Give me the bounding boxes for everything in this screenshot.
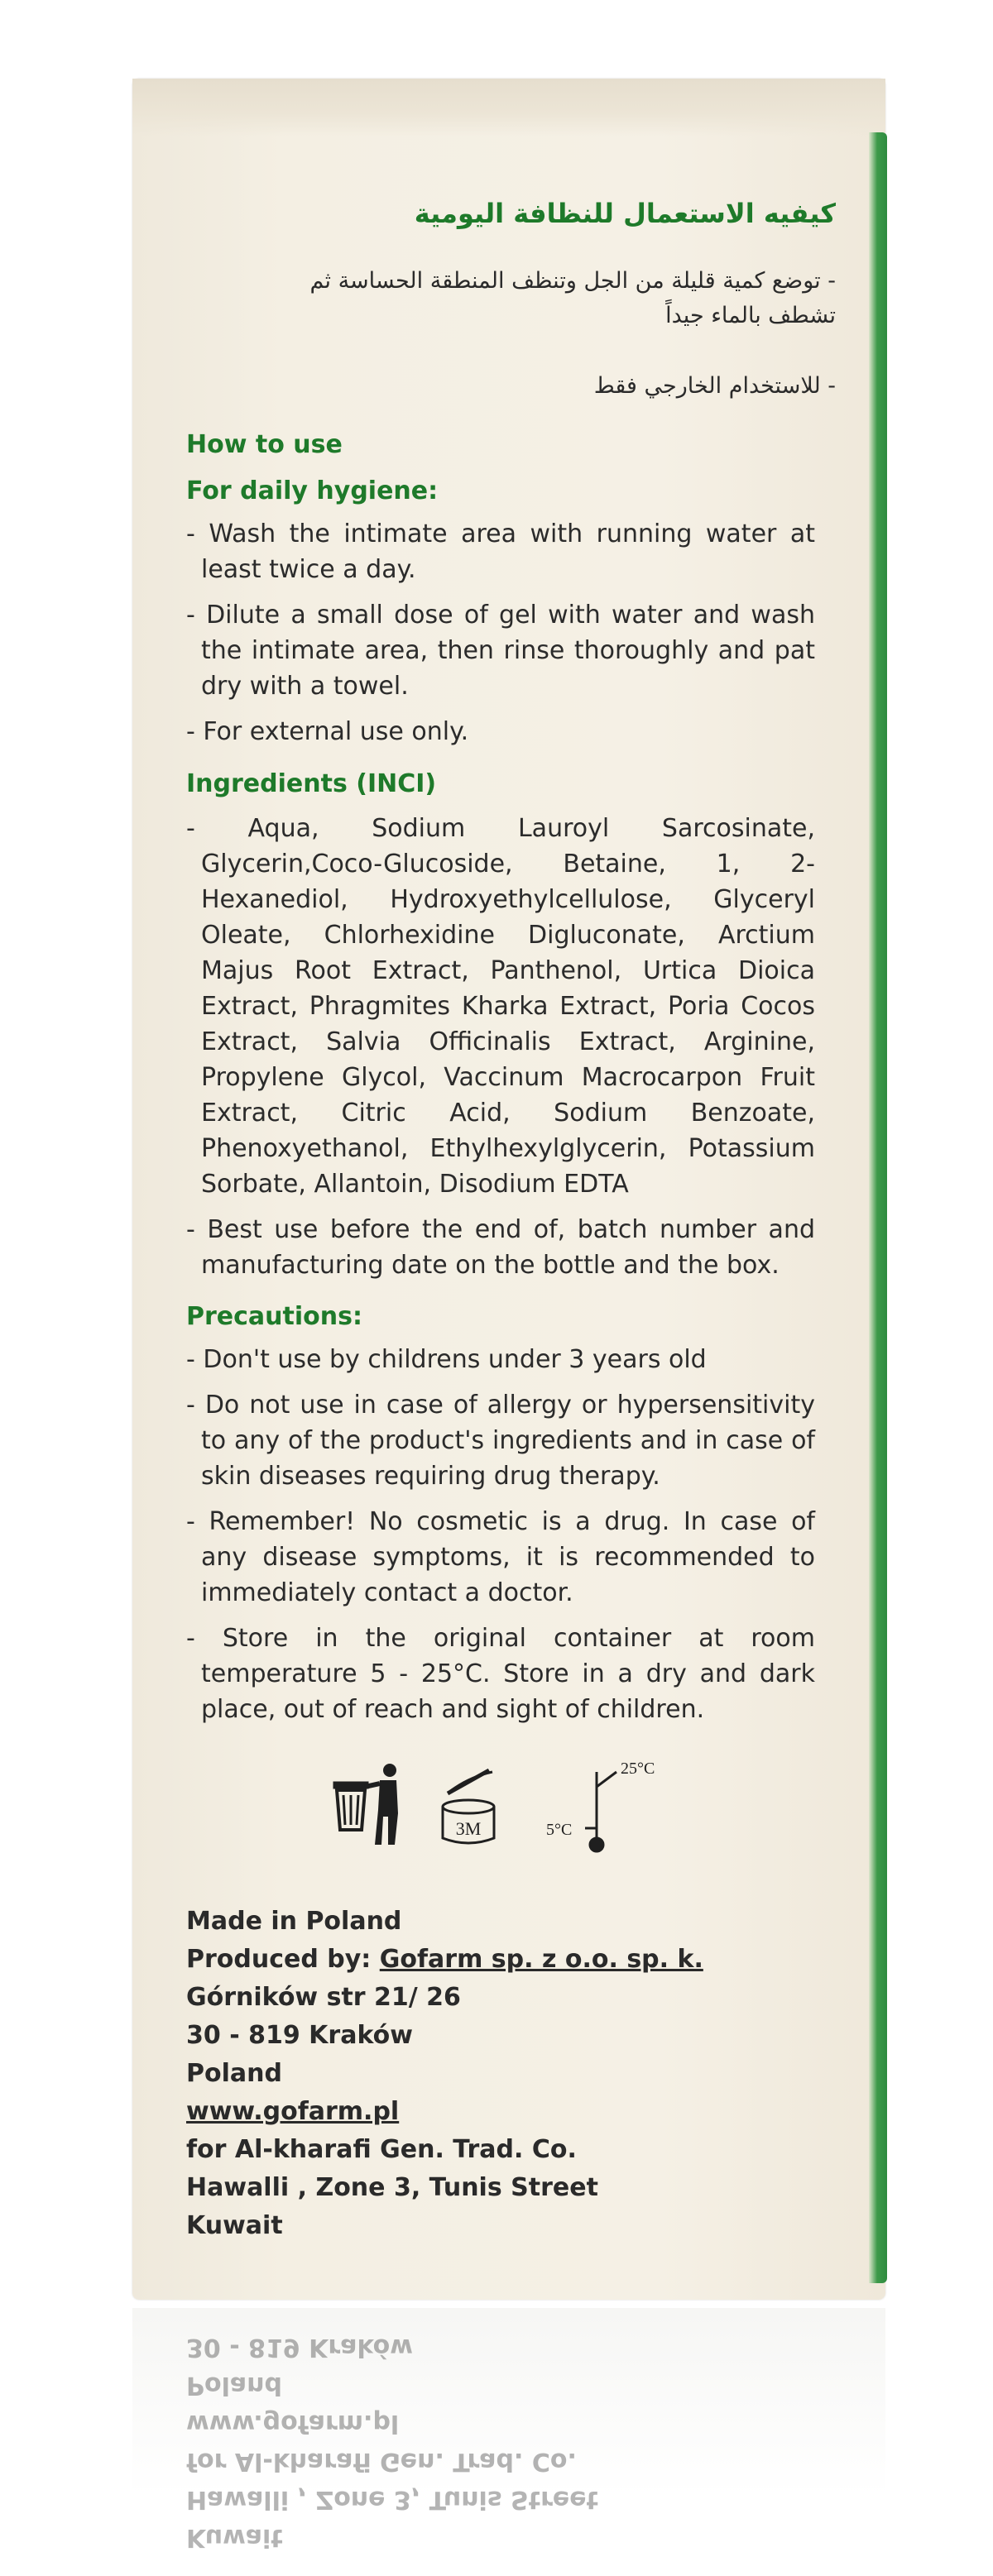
- street-line: Górników str 21/ 26: [186, 1983, 461, 2012]
- best-use-note: - Best use before the end of, batch number and manufacturing date on the bottle and the box.: [186, 1215, 815, 1280]
- arabic-line-2: تشطف بالماء جيداً: [665, 303, 836, 328]
- temp-high-label: 25°C: [621, 1762, 655, 1778]
- how-to-use-item: - For external use only.: [186, 717, 469, 746]
- made-in-line: Made in Poland: [186, 1907, 402, 1936]
- pao-label: 3M: [455, 1818, 482, 1839]
- address-block: [186, 1903, 815, 2245]
- ingredients-list: - Aqua, Sodium Lauroyl Sarcosinate, Glycerin,Coco-Glucoside, Betaine, 1, 2-Hexanediol, Hydroxyethylcellulose, Glyceryl Oleate, Chlorhexidine Digluconate, Arctium Majus Root Extract, Panthenol, Urtica Dioica Extract, Phragmites Kharka Extract, Poria Cocos Extract, Salvia Officinalis Extract, Arginine, Propylene Glycol, Vaccinum Macrocarpon Fruit Extract, Citric Acid, Sodium Benzoate, Phenoxyethanol, Ethylhexylglycerin, Potassium Sorbate, Allantoin, Disodium EDTA: [186, 814, 815, 1199]
- box-green-edge: [869, 132, 887, 2283]
- daily-hygiene-subheading: For daily hygiene:: [186, 476, 439, 505]
- reflection-line: Kuwait: [186, 2523, 283, 2552]
- ingredients-heading: Ingredients (INCI): [186, 769, 437, 798]
- arabic-title: كيفيه الاستعمال للنظافة اليومية: [414, 198, 836, 229]
- producer-name: Gofarm sp. z o.o. sp. k.: [379, 1945, 703, 1974]
- city-line: 30 - 819 Kraków: [186, 2021, 413, 2050]
- temp-low-label: 5°C: [546, 1821, 573, 1839]
- how-to-use-item: - Dilute a small dose of gel with water and wash the intimate area, then rinse thoroughly and pat dry with a towel.: [186, 601, 815, 701]
- precaution-item: - Don't use by childrens under 3 years old: [186, 1345, 707, 1374]
- produced-by-line: [186, 1941, 815, 1979]
- how-to-use-item: - Wash the intimate area with running water at least twice a day.: [186, 520, 815, 584]
- precaution-item: - Remember! No cosmetic is a drug. In case of any disease symptoms, it is recommended to immediately contact a doctor.: [186, 1507, 815, 1607]
- reflection-line: Hawalli , Zone 3, Tunis Street: [186, 2485, 598, 2514]
- reflection-line: 30 - 819 Kraków: [186, 2333, 413, 2362]
- box-reflection: [132, 2308, 885, 2576]
- arabic-line-3: - للاستخدام الخارجي فقط: [593, 373, 836, 399]
- precautions-list: [186, 1342, 815, 1737]
- precaution-item: - Store in the original container at room temperature 5 - 25°C. Store in a dry and dark place, out of reach and sight of children.: [186, 1624, 815, 1724]
- distributor-line: for Al-kharafi Gen. Trad. Co.: [186, 2135, 577, 2164]
- waste-bin-icon: [333, 1764, 398, 1845]
- box-top-flap: [132, 79, 885, 136]
- reflection-line: Poland: [186, 2371, 282, 2400]
- distributor-country-line: Kuwait: [186, 2211, 283, 2240]
- packaging-symbols: [327, 1762, 674, 1861]
- country-line: Poland: [186, 2059, 282, 2088]
- how-to-use-heading: How to use: [186, 430, 343, 459]
- reflection-line: www.gofarm.pl: [186, 2409, 400, 2438]
- reflection-text: [186, 2328, 815, 2556]
- arabic-line-1: - توضع كمية قليلة من الجل وتنظف المنطقة الحساسة ثم: [309, 268, 836, 294]
- produced-by-label: Produced by:: [186, 1945, 380, 1974]
- thermometer-icon: [585, 1772, 616, 1851]
- ingredients-block: [186, 811, 815, 1293]
- website-link[interactable]: www.gofarm.pl: [186, 2097, 400, 2126]
- reflection-line: for Al-kharafi Gen. Trad. Co.: [186, 2447, 577, 2476]
- distributor-address-line: Hawalli , Zone 3, Tunis Street: [186, 2173, 598, 2202]
- precaution-item: - Do not use in case of allergy or hypersensitivity to any of the product's ingredients and in case of skin diseases requiring drug therapy.: [186, 1391, 815, 1491]
- precautions-heading: Precautions:: [186, 1302, 362, 1331]
- how-to-use-list: [186, 516, 815, 759]
